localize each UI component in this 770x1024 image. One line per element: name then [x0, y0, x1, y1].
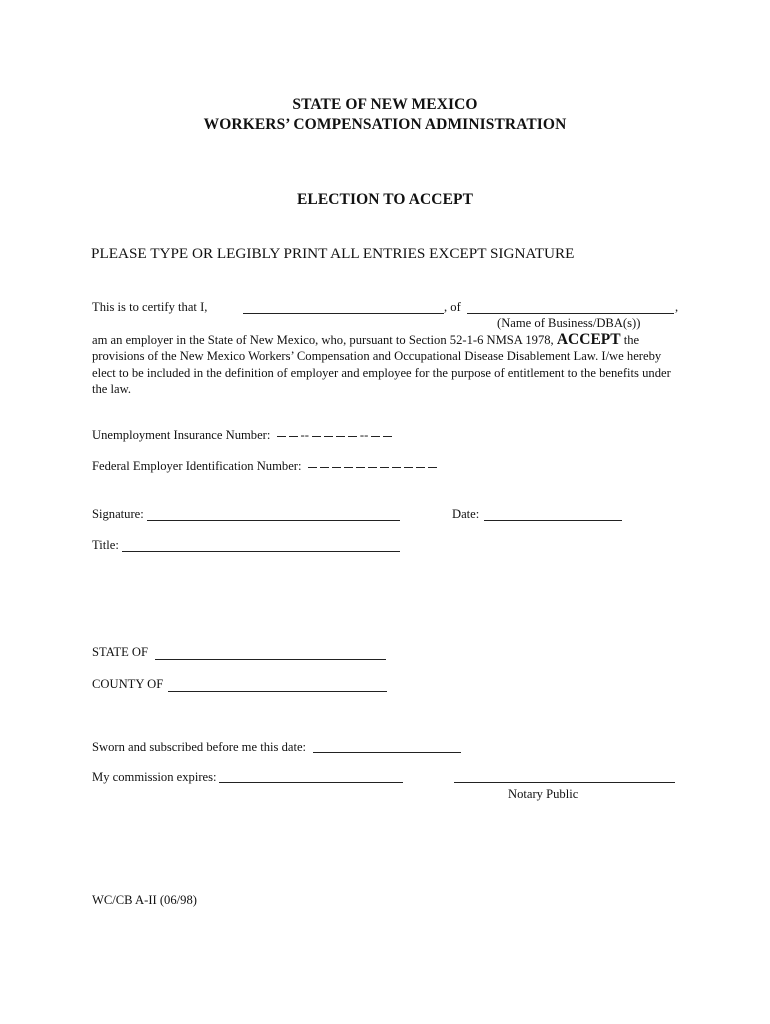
- county-of-field[interactable]: [168, 691, 387, 692]
- sworn-label: Sworn and subscribed before me this date:: [92, 740, 307, 754]
- certify-prefix: This is to certify that I,: [92, 300, 208, 314]
- ui-number-field[interactable]: [277, 428, 396, 442]
- county-of-label: COUNTY OF: [92, 677, 164, 691]
- paragraph-after-accept: the provisions of the New Mexico Workers’ Compensation and Occupational Disease Disablement Law. I/we hereby elect to be included in the definition of employer and employee for the purpose of entitlement to the benefits under the law.: [92, 333, 671, 396]
- title-label: Title:: [92, 538, 119, 552]
- signature-label: Signature:: [92, 507, 144, 521]
- of-label: , of: [444, 300, 461, 314]
- ui-number-row: [92, 428, 395, 443]
- notary-public-caption: Notary Public: [508, 787, 579, 801]
- employer-name-field[interactable]: [243, 313, 444, 314]
- agency-name-heading: WORKERS’ COMPENSATION ADMINISTRATION: [203, 116, 567, 133]
- commission-expires-field[interactable]: [219, 782, 403, 783]
- commission-label: My commission expires:: [92, 770, 217, 784]
- paragraph-before-accept: am an employer in the State of New Mexico, who, pursuant to Section 52-1-6 NMSA 1978,: [92, 333, 554, 347]
- trailing-comma: ,: [675, 300, 679, 314]
- date-field[interactable]: [484, 520, 622, 521]
- fein-label: Federal Employer Identification Number:: [92, 459, 302, 473]
- signature-field[interactable]: [147, 520, 400, 521]
- ui-dash-separator: --: [359, 428, 369, 442]
- accept-word: ACCEPT: [556, 331, 621, 348]
- sworn-date-field[interactable]: [313, 752, 461, 753]
- business-name-caption: (Name of Business/DBA(s)): [497, 316, 641, 330]
- state-of-field[interactable]: [155, 659, 386, 660]
- form-title: ELECTION TO ACCEPT: [296, 191, 474, 208]
- state-of-label: STATE OF: [92, 645, 149, 659]
- ui-number-label: Unemployment Insurance Number:: [92, 428, 271, 442]
- business-name-field[interactable]: [467, 313, 674, 314]
- fein-row: [92, 459, 440, 474]
- fein-field[interactable]: [308, 459, 440, 473]
- date-label: Date:: [452, 507, 480, 521]
- instruction-text: PLEASE TYPE OR LEGIBLY PRINT ALL ENTRIES EXCEPT SIGNATURE: [91, 245, 575, 262]
- ui-dash-separator: --: [300, 428, 309, 442]
- election-paragraph: [92, 332, 682, 397]
- form-number: WC/CB A-II (06/98): [92, 893, 197, 907]
- agency-state-heading: STATE OF NEW MEXICO: [292, 96, 478, 113]
- notary-signature-field[interactable]: [454, 782, 675, 783]
- title-field[interactable]: [122, 551, 400, 552]
